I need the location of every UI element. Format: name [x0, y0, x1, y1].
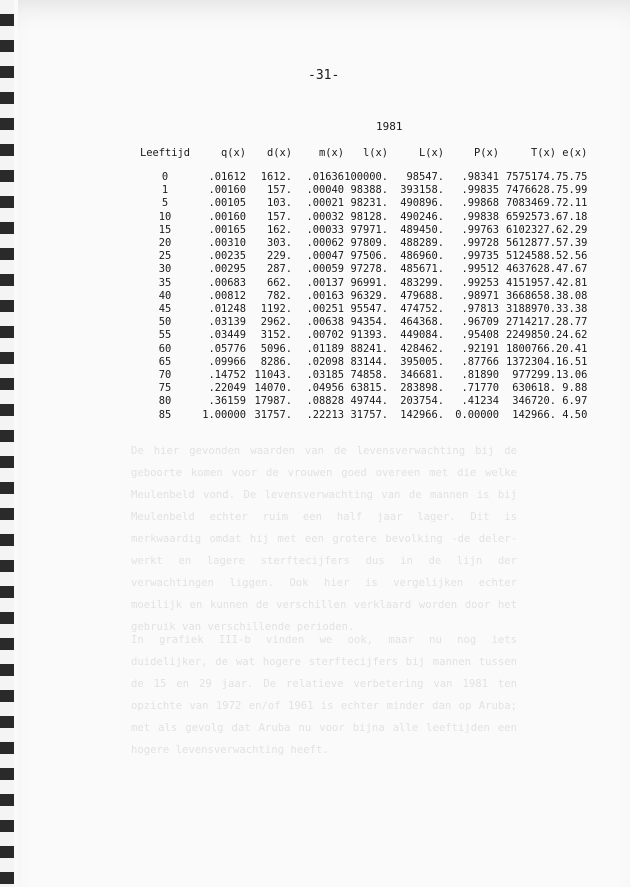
table-cell: 5 [161, 197, 169, 210]
table-cell: .99838 [461, 210, 500, 223]
table-cell: 47.67 [556, 263, 588, 276]
table-cell: 5096. [260, 342, 293, 355]
table-cell: 95547. [350, 303, 389, 316]
table-cell: .03139 [208, 316, 247, 329]
table-cell: 14070. [254, 382, 293, 395]
table-cell: 75.75 [556, 171, 588, 183]
table-row [140, 184, 587, 197]
table-row [140, 224, 587, 237]
table-cell: 80 [158, 395, 172, 408]
table-cell: 97278. [350, 263, 389, 276]
table-cell: .98971 [461, 289, 500, 302]
table-cell: 488289. [400, 237, 445, 250]
table-cell: .99728 [461, 237, 500, 250]
table-cell: 474752. [400, 303, 445, 316]
table-cell: 479688. [400, 289, 445, 302]
table-cell: 24.62 [556, 329, 588, 342]
table-cell: 83144. [350, 355, 389, 368]
table-cell: 70 [158, 369, 172, 382]
table-cell: .00251 [306, 303, 345, 316]
table-cell: .36159 [208, 395, 247, 408]
table-cell: 7476628. [506, 184, 557, 197]
table-row [140, 263, 587, 276]
table-cell: 100000. [344, 171, 389, 183]
table-cell: 142966. [400, 408, 445, 421]
table-cell: 449084. [400, 329, 445, 342]
table-cell: .41234 [461, 395, 500, 408]
table-cell: 977299. [512, 369, 557, 382]
table-cell: .00235 [208, 250, 247, 263]
table-row [140, 382, 587, 395]
table-row [140, 409, 587, 422]
column-header: m(x) [319, 147, 345, 160]
table-cell: 63815. [350, 382, 389, 395]
table-cell: 33.38 [556, 303, 588, 316]
table-cell: .00812 [208, 289, 247, 302]
column-header: L(x) [419, 147, 445, 160]
table-cell: 31757. [350, 408, 389, 421]
table-cell: .05776 [208, 342, 247, 355]
table-cell: 28.77 [556, 316, 588, 329]
table-cell: 42.81 [556, 276, 588, 289]
table-cell: 17987. [254, 395, 293, 408]
column-header: Leeftijd [140, 147, 191, 160]
table-cell: 1612. [260, 171, 293, 183]
column-header: T(x) [531, 147, 557, 160]
table-cell: 630618. [512, 382, 557, 395]
table-cell: .96709 [461, 316, 500, 329]
table-cell: .81890 [461, 369, 500, 382]
table-cell: 287. [267, 263, 293, 276]
table-cell: 88241. [350, 342, 389, 355]
table-cell: .02098 [306, 355, 345, 368]
table-cell: .00160 [208, 210, 247, 223]
table-cell: 5612877. [506, 237, 557, 250]
table-cell: 490246. [400, 210, 445, 223]
table-cell: 3152. [260, 329, 293, 342]
column-header: d(x) [267, 147, 293, 160]
table-cell: .00047 [306, 250, 345, 263]
table-cell: .04956 [306, 382, 345, 395]
table-cell: .99835 [461, 184, 500, 197]
table-row [140, 356, 587, 369]
table-cell: 490896. [400, 197, 445, 210]
table-cell: .22213 [306, 408, 345, 421]
table-cell: 1192. [260, 303, 293, 316]
table-cell: .00165 [208, 223, 247, 236]
table-cell: 10 [158, 210, 172, 223]
table-cell: 6.97 [562, 395, 588, 408]
table-row [140, 369, 587, 382]
table-cell: 1 [161, 184, 169, 197]
table-cell: 62.29 [556, 223, 588, 236]
table-cell: .99735 [461, 250, 500, 263]
table-cell: 16.51 [556, 355, 588, 368]
table-cell: .01636 [306, 171, 345, 183]
table-cell: 283898. [400, 382, 445, 395]
table-cell: 97971. [350, 223, 389, 236]
page-number: -31- [308, 68, 340, 83]
table-cell: 13.06 [556, 369, 588, 382]
table-cell: .00163 [306, 289, 345, 302]
table-cell: 35 [158, 276, 172, 289]
table-cell: 9.88 [562, 382, 588, 395]
table-cell: 98128. [350, 210, 389, 223]
table-cell: 157. [267, 210, 293, 223]
table-cell: 25 [158, 250, 172, 263]
table-cell: 3668658. [506, 289, 557, 302]
table-cell: 60 [158, 342, 172, 355]
table-cell: .00021 [306, 197, 345, 210]
table-cell: .00033 [306, 223, 345, 236]
table-cell: .00160 [208, 184, 247, 197]
table-cell: .00683 [208, 276, 247, 289]
table-cell: 2962. [260, 316, 293, 329]
table-cell: .00040 [306, 184, 345, 197]
table-cell: 486960. [400, 250, 445, 263]
table-row [140, 329, 587, 342]
table-cell: 38.08 [556, 289, 588, 302]
table-cell: 6102327. [506, 223, 557, 236]
table-cell: .01612 [208, 171, 247, 183]
table-cell: .97813 [461, 303, 500, 316]
table-cell: .00310 [208, 237, 247, 250]
show-through-paragraph-2: In grafiek III-b vinden we ook, maar nu nog iets duidelijker, de wat hogere sterftecijfers bij mannen tussen de 15 en 29 jaar. De relatieve verbetering van 1981 ten opzichte van 1972 en/of 1961 is echter minder dan op Aruba; met als gevolg dat Aruba nu voor bijna alle leeftijden een hogere levensverwachting heeft. [131, 634, 517, 756]
table-cell: 1800766. [506, 342, 557, 355]
table-cell: .00059 [306, 263, 345, 276]
table-cell: 2714217. [506, 316, 557, 329]
table-row [140, 303, 587, 316]
table-cell: 96991. [350, 276, 389, 289]
table-cell: 346681. [400, 369, 445, 382]
table-cell: 50 [158, 316, 172, 329]
table-cell: 229. [267, 250, 293, 263]
table-cell: 65 [158, 355, 172, 368]
table-cell: .01189 [306, 342, 345, 355]
table-cell: .03449 [208, 329, 247, 342]
table-cell: 75 [158, 382, 172, 395]
table-cell: .08828 [306, 395, 345, 408]
table-row [140, 171, 587, 184]
column-header: e(x) [562, 147, 588, 160]
table-cell: 30 [158, 263, 172, 276]
table-row [140, 250, 587, 263]
table-cell: 7575174. [506, 171, 557, 183]
table-year: 1981 [376, 120, 403, 133]
table-cell: 97809. [350, 237, 389, 250]
table-cell: 2249850. [506, 329, 557, 342]
table-cell: 6592573. [506, 210, 557, 223]
table-cell: 11043. [254, 369, 293, 382]
table-cell: 91393. [350, 329, 389, 342]
table-cell: 1372304. [506, 355, 557, 368]
table-cell: .22049 [208, 382, 247, 395]
table-cell: .14752 [208, 369, 247, 382]
table-cell: 0.00000 [455, 408, 500, 421]
show-through-paragraph-1: De hier gevonden waarden van de levensverwachting bij de geboorte komen voor de vrouwen goed overeen met die welke Meulenbeld vond. De levensverwachting van de mannen is bij Meulenbeld echter ruim een half jaar lager. Dit is merkwaardig omdat hij met een grotere bevolking -de deler- werkt en lagere sterftecijfers dus in de lijn der verwachtingen liggen. Ook hier is vergelijken echter moeilijk en kunnen de verschillen verklaard worden door het gebruik van verschillende perioden. [131, 445, 517, 633]
table-cell: 67.18 [556, 210, 588, 223]
table-cell: .99763 [461, 223, 500, 236]
table-cell: .00702 [306, 329, 345, 342]
table-cell: .99868 [461, 197, 500, 210]
table-cell: .92191 [461, 342, 500, 355]
table-cell: .00137 [306, 276, 345, 289]
table-cell: .99253 [461, 276, 500, 289]
table-cell: 5124588. [506, 250, 557, 263]
table-cell: 157. [267, 184, 293, 197]
table-cell: .03185 [306, 369, 345, 382]
table-cell: .98341 [461, 171, 500, 183]
table-cell: .09966 [208, 355, 247, 368]
table-cell: 94354. [350, 316, 389, 329]
column-header: q(x) [221, 147, 247, 160]
table-row [140, 197, 587, 210]
table-cell: 72.11 [556, 197, 588, 210]
table-cell: .95408 [461, 329, 500, 342]
table-cell: .00032 [306, 210, 345, 223]
table-cell: 74858. [350, 369, 389, 382]
table-row [140, 316, 587, 329]
table-row [140, 290, 587, 303]
table-cell: 7083469. [506, 197, 557, 210]
column-header: P(x) [474, 147, 500, 160]
table-cell: 203754. [400, 395, 445, 408]
table-cell: 85 [158, 408, 172, 421]
table-cell: 428462. [400, 342, 445, 355]
table-cell: 393158. [400, 184, 445, 197]
life-table [140, 147, 587, 422]
table-cell: 489450. [400, 223, 445, 236]
table-row [140, 343, 587, 356]
table-cell: 0 [161, 171, 169, 183]
table-cell: 98547. [406, 171, 445, 183]
table-cell: 103. [267, 197, 293, 210]
table-cell: .00638 [306, 316, 345, 329]
table-cell: 782. [267, 289, 293, 302]
table-cell: 4637628. [506, 263, 557, 276]
table-cell: 8286. [260, 355, 293, 368]
table-cell: 20 [158, 237, 172, 250]
table-cell: .00295 [208, 263, 247, 276]
table-cell: .99512 [461, 263, 500, 276]
table-cell: 49744. [350, 395, 389, 408]
table-cell: 55 [158, 329, 172, 342]
table-cell: 4.50 [562, 408, 588, 421]
table-cell: .01248 [208, 303, 247, 316]
table-cell: 40 [158, 289, 172, 302]
table-cell: 3188970. [506, 303, 557, 316]
table-cell: 346720. [512, 395, 557, 408]
table-cell: 15 [158, 223, 172, 236]
table-cell: 52.56 [556, 250, 588, 263]
table-cell: .87766 [461, 355, 500, 368]
table-row [140, 277, 587, 290]
table-cell: 98388. [350, 184, 389, 197]
table-row [140, 237, 587, 250]
table-cell: 483299. [400, 276, 445, 289]
table-cell: .00062 [306, 237, 345, 250]
table-cell: 4151957. [506, 276, 557, 289]
column-header: l(x) [363, 147, 389, 160]
table-cell: 75.99 [556, 184, 588, 197]
table-row [140, 395, 587, 408]
table-cell: 662. [267, 276, 293, 289]
table-cell: 31757. [254, 408, 293, 421]
table-cell: 485671. [400, 263, 445, 276]
table-cell: 97506. [350, 250, 389, 263]
table-cell: 162. [267, 223, 293, 236]
table-cell: 20.41 [556, 342, 588, 355]
table-cell: .00105 [208, 197, 247, 210]
table-cell: 395005. [400, 355, 445, 368]
table-cell: 142966. [512, 408, 557, 421]
table-cell: 45 [158, 303, 172, 316]
table-cell: 98231. [350, 197, 389, 210]
table-cell: .71770 [461, 382, 500, 395]
table-cell: 57.39 [556, 237, 588, 250]
table-header-row [140, 147, 587, 171]
table-cell: 1.00000 [202, 408, 247, 421]
table-row [140, 211, 587, 224]
table-cell: 464368. [400, 316, 445, 329]
table-cell: 96329. [350, 289, 389, 302]
table-cell: 303. [267, 237, 293, 250]
